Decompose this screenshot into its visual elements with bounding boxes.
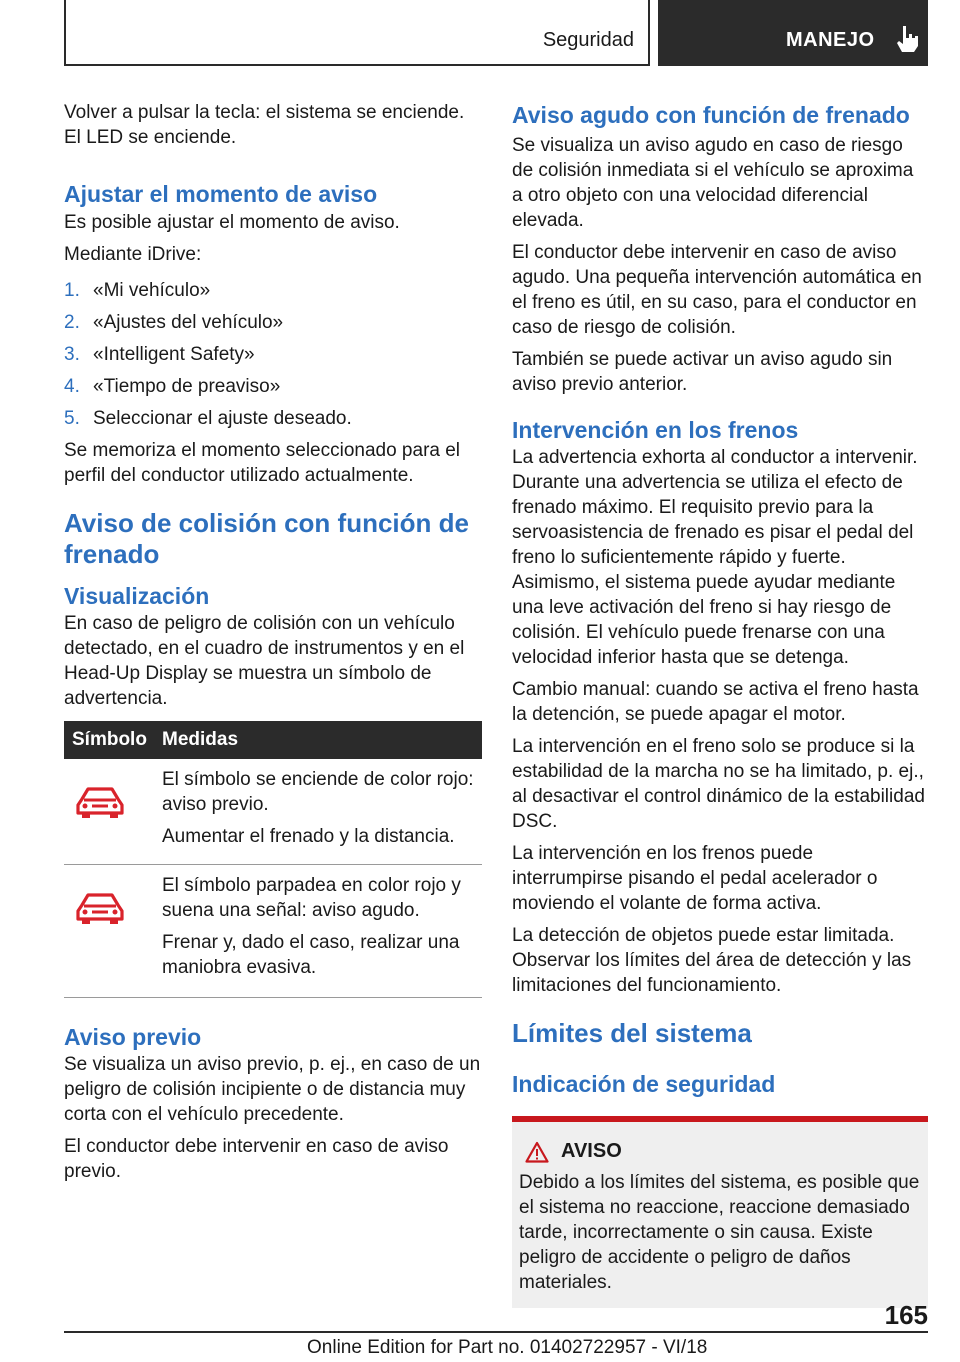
paragraph: Volver a pulsar la tecla: el sistema se enciende. El LED se enciende.: [64, 102, 465, 148]
list-item: 1. «Mi vehículo»: [64, 280, 211, 301]
list-item: 3. «Intelligent Safety»: [64, 344, 255, 365]
header-section-title: Seguridad: [542, 29, 634, 51]
paragraph: Es posible ajustar el momento de aviso.: [64, 212, 400, 233]
table-cell-text: Aumentar el frenado y la distancia.: [162, 826, 455, 847]
list-item: 4. «Tiempo de preaviso»: [64, 376, 281, 397]
footer-edition: Online Edition for Part no. 01402722957 - VI/18: [307, 1337, 708, 1358]
paragraph: El conductor debe intervenir en caso de aviso agudo. Una pequeña intervención automática en el freno es útil, en su caso, para el conductor en caso de riesgo de colisión.: [512, 242, 922, 338]
left-column: [64, 100, 482, 1191]
paragraph: Se memoriza el momento seleccionado para el perfil del conductor utilizado actualmente.: [64, 440, 461, 486]
table-cell-text: El símbolo se enciende de color rojo: aviso previo.: [162, 769, 474, 815]
table-header-symbol: Símbolo: [64, 721, 162, 759]
steps-list: [64, 278, 482, 431]
paragraph: En caso de peligro de colisión con un vehículo detectado, en el cuadro de instrumentos y en el Head-Up Display se muestra un símbolo de advertencia.: [64, 613, 465, 709]
page-number: 165: [884, 1300, 928, 1330]
heading-aviso-agudo: Aviso agudo con función de frenado: [512, 102, 910, 128]
table-cell-text: Frenar y, dado el caso, realizar una maniobra evasiva.: [162, 932, 460, 978]
header-chapter-box: [658, 0, 928, 66]
warning-text: Debido a los límites del sistema, es posible que el sistema no reaccione, reaccione demasiado tarde, incorrectamente o sin causa. Existe peligro de accidente o peligro de daños materiales.: [519, 1172, 920, 1293]
table-row: [64, 759, 482, 865]
paragraph: El conductor debe intervenir en caso de aviso previo.: [64, 1136, 449, 1182]
heading-intervencion-frenos: Intervención en los frenos: [512, 417, 799, 443]
warning-title: AVISO: [561, 1140, 622, 1162]
paragraph: La detección de objetos puede estar limitada. Observar los límites del área de detección y las limitaciones del funcionamiento.: [512, 925, 912, 996]
paragraph: Cambio manual: cuando se activa el freno hasta la detención, se puede apagar el motor.: [512, 679, 919, 725]
table-header-row: [64, 721, 482, 759]
table-header-measures: Medidas: [162, 721, 482, 759]
table-row: [64, 865, 482, 998]
table-cell-text: El símbolo parpadea en color rojo y suena una señal: aviso agudo.: [162, 875, 461, 921]
heading-indicacion-seguridad: Indicación de seguridad: [512, 1071, 776, 1097]
header-chapter-title: MANEJO: [786, 29, 875, 51]
car-icon: [74, 781, 126, 819]
paragraph: La advertencia exhorta al conductor a intervenir. Durante una advertencia se utiliza el efecto de frenado máximo. El requisito previo para la servoasistencia de frenado es pisar el pedal del freno lo suficientemente rápido y fuerte. Asimismo, el sistema puede ayudar mediante una leve activación del freno si hay riesgo de colisión. El vehículo puede frenarse con una velocidad inferior hasta que se detenga.: [512, 447, 918, 668]
footer-divider: [64, 1331, 928, 1333]
paragraph: Se visualiza un aviso previo, p. ej., en caso de un peligro de colisión incipiente o de distancia muy corta con el vehículo precedente.: [64, 1054, 481, 1125]
heading-ajustar-momento: Ajustar el momento de aviso: [64, 181, 378, 207]
paragraph: Se visualiza un aviso agudo en caso de riesgo de colisión inmediata si el vehículo se aproxima a otro objeto con una velocidad diferencial elevada.: [512, 135, 914, 231]
paragraph: También se puede activar un aviso agudo sin aviso previo anterior.: [512, 349, 893, 395]
car-icon: [74, 887, 126, 925]
steering-hand-icon: [894, 24, 920, 54]
header-section-box: [64, 0, 650, 66]
paragraph: La intervención en los frenos puede interrumpirse pisando el pedal acelerador o moviendo el volante de forma activa.: [512, 843, 878, 914]
paragraph: La intervención en el freno solo se produce si la estabilidad de la marcha no se ha limitado, p. ej., al desactivar el control dinámico de la estabilidad DSC.: [512, 736, 925, 832]
heading-visualizacion: Visualización: [64, 583, 210, 609]
symbol-table: [64, 721, 482, 998]
heading-aviso-previo: Aviso previo: [64, 1024, 202, 1050]
right-column: [512, 100, 928, 1308]
list-item: 5. Seleccionar el ajuste deseado.: [64, 408, 352, 429]
list-item: 2. «Ajustes del vehículo»: [64, 312, 284, 333]
warning-triangle-icon: [525, 1141, 549, 1163]
heading-aviso-colision: Aviso de colisión con función de frenado: [64, 508, 469, 569]
paragraph: Mediante iDrive:: [64, 244, 202, 265]
heading-limites-sistema: Límites del sistema: [512, 1018, 752, 1048]
warning-box: [512, 1116, 928, 1308]
